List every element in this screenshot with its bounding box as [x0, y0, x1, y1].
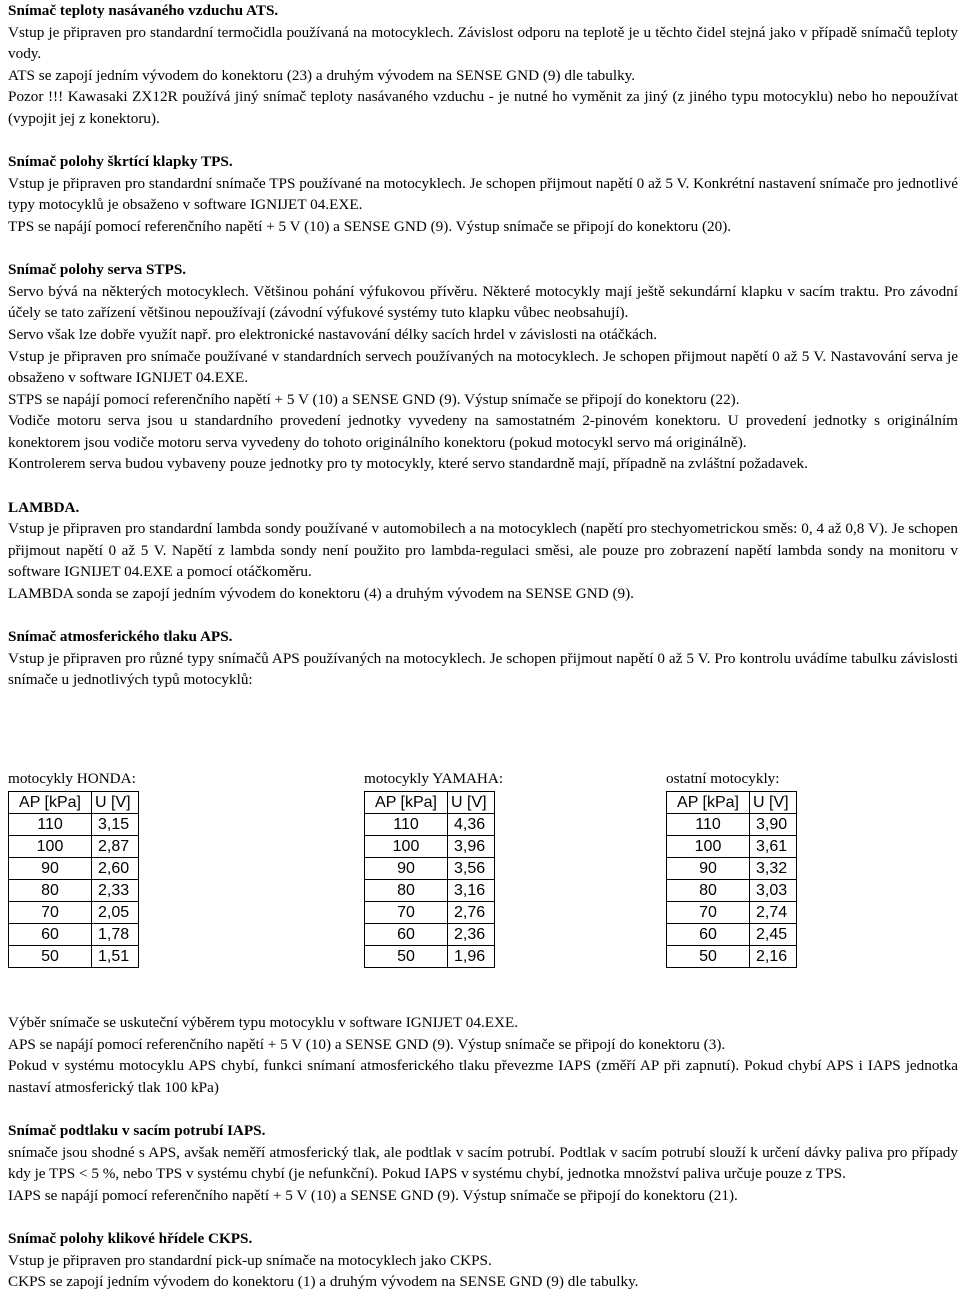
ats-warning: Pozor !!! Kawasaki ZX12R používá jiný snímač teploty nasávaného vzduchu - je nutné ho vyměnit za jiný (z jiného typu motocyklu) nebo ho nepoužívat (vypojit jej z konektoru).	[8, 88, 958, 127]
table-row	[9, 814, 139, 836]
lambda-paragraph-1: Vstup je připraven pro standardní lambda sondy používané v automobilech a na motocyklech (napětí pro stechyometrickou směs: 0, 4 až 0,8 V). Je schopen přijmout napětí 0 až 5 V. Napětí z lambda sondy není použito pro lambda-regulaci směsi, ale pouze pro zobrazení napětí lambda sondy na monitoru v software IGNIJET 04.EXE a pomocí otáčkoměru.	[8, 520, 958, 581]
table-row	[365, 858, 495, 880]
u-cell: 3,32	[750, 858, 797, 880]
table-row	[9, 946, 139, 968]
iaps-heading: Snímač podtlaku v sacím potrubí IAPS.	[8, 1121, 266, 1139]
table-row	[667, 858, 797, 880]
u-cell: 3,03	[750, 880, 797, 902]
table-row	[365, 924, 495, 946]
ap-cell: 100	[365, 836, 448, 858]
table-row	[365, 836, 495, 858]
u-cell: 2,87	[92, 836, 139, 858]
ap-cell: 70	[9, 902, 92, 924]
tps-paragraph-1: Vstup je připraven pro standardní snímače TPS používané na motocyklech. Je schopen přijmout napětí 0 až 5 V. Konkrétní nastavení snímače pro jednotlivé typy motocyklů je obsaženo v software IGNIJET 04.EXE.	[8, 174, 958, 214]
u-cell: 1,78	[92, 924, 139, 946]
table-row	[667, 924, 797, 946]
u-cell: 2,05	[92, 902, 139, 924]
lambda-paragraph-2: LAMBDA sonda se zapojí jedním vývodem do konektoru (4) a druhým vývodem na SENSE GND (9).	[8, 585, 634, 603]
u-cell: 2,60	[92, 858, 139, 880]
table-row	[667, 814, 797, 836]
ckps-paragraph-2: CKPS se zapojí jedním vývodem do konektoru (1) a druhým vývodem na SENSE GND (9) dle tabulky.	[8, 1273, 639, 1291]
table-row	[9, 858, 139, 880]
aps-wiring-note: APS se napájí pomocí referenčního napětí + 5 V (10) a SENSE GND (9). Výstup snímače se připojí do konektoru (3).	[8, 1035, 726, 1053]
ckps-paragraph-1: Vstup je připraven pro standardní pick-up snímače na motocyklech jako CKPS.	[8, 1251, 492, 1269]
ats-heading: Snímač teploty nasávaného vzduchu ATS.	[8, 2, 279, 19]
upper-text	[8, 0, 958, 691]
table-row	[9, 924, 139, 946]
ats-paragraph-2: ATS se zapojí jedním vývodem do konektoru (23) a druhým vývodem na SENSE GND (9) dle tabulky.	[8, 66, 636, 84]
lower-text	[8, 1012, 958, 1293]
u-cell: 3,16	[448, 880, 495, 902]
iaps-paragraph-2: IAPS se napájí pomocí referenčního napětí + 5 V (10) a SENSE GND (9). Výstup snímače se připojí do konektoru (21).	[8, 1186, 738, 1204]
u-cell: 2,74	[750, 902, 797, 924]
ap-cell: 80	[667, 880, 750, 902]
table-header-ap: AP [kPa]	[9, 792, 92, 814]
ap-cell: 90	[9, 858, 92, 880]
u-cell: 2,36	[448, 924, 495, 946]
table-row	[9, 836, 139, 858]
ap-cell: 90	[667, 858, 750, 880]
table-yamaha	[364, 791, 495, 968]
stps-heading: Snímač polohy serva STPS.	[8, 261, 187, 279]
aps-tables	[0, 769, 960, 975]
ap-cell: 100	[9, 836, 92, 858]
u-cell: 2,45	[750, 924, 797, 946]
stps-paragraph-1: Servo bývá na některých motocyklech. Většinou pohání výfukovou přívěru. Některé motocykly mají ještě sekundární klapku v sacím traktu. Pro závodní účely se tato zařízení většinou nepoužívají (závodní výfukové systémy tuto klapku vůbec neobsahují).	[8, 282, 958, 322]
u-cell: 3,96	[448, 836, 495, 858]
table-row	[667, 902, 797, 924]
stps-paragraph-6: Kontrolerem serva budou vybaveny pouze jednotky pro ty motocykly, které servo standardně mají, případně na zvláštní požadavek.	[8, 455, 808, 473]
table-row	[667, 836, 797, 858]
u-cell: 1,51	[92, 946, 139, 968]
iaps-paragraph-1: snímače jsou shodné s APS, avšak neměří atmosferický tlak, ale podtlak v sacím potrubí. Podtlak v sacím potrubí slouží k určení dávky paliva pro případy kdy je TPS < 5 %, nebo TPS v systému chybí (je nefunkční). Pokud IAPS v systému chybí, jednotka množství paliva určuje pouze z TPS.	[8, 1143, 958, 1183]
table-row	[667, 880, 797, 902]
table-row	[365, 880, 495, 902]
ap-cell: 60	[365, 924, 448, 946]
ap-cell: 50	[365, 946, 448, 968]
u-cell: 2,16	[750, 946, 797, 968]
u-cell: 3,15	[92, 814, 139, 836]
table-header-u: U [V]	[92, 792, 139, 814]
lambda-heading: LAMBDA.	[8, 498, 80, 516]
table-row	[365, 946, 495, 968]
table-yamaha-block	[364, 769, 503, 968]
aps-selection-note: Výběr snímače se uskuteční výběrem typu motocyklu v software IGNIJET 04.EXE.	[8, 1014, 519, 1031]
ap-cell: 70	[365, 902, 448, 924]
table-row	[667, 946, 797, 968]
u-cell: 4,36	[448, 814, 495, 836]
u-cell: 2,76	[448, 902, 495, 924]
ats-paragraph-1: Vstup je připraven pro standardní termočidla používaná na motocyklech. Závislost odporu na teplotě je u těchto čidel stejná jako v případě snímačů teploty vody.	[8, 23, 958, 63]
table-row	[9, 902, 139, 924]
ap-cell: 110	[9, 814, 92, 836]
ap-cell: 80	[365, 880, 448, 902]
ap-cell: 110	[667, 814, 750, 836]
stps-paragraph-4: STPS se napájí pomocí referenčního napětí + 5 V (10) a SENSE GND (9). Výstup snímače se připojí do konektoru (22).	[8, 390, 740, 408]
table-header-u: U [V]	[750, 792, 797, 814]
tps-paragraph-2: TPS se napájí pomocí referenčního napětí + 5 V (10) a SENSE GND (9). Výstup snímače se připojí do konektoru (20).	[8, 217, 732, 235]
u-cell: 2,33	[92, 880, 139, 902]
stps-paragraph-5: Vodiče motoru serva jsou u standardního provedení jednotky vyvedeny na samostatném 2-pinovém konektoru. U provedení jednotky s originálním konektorem jsou vodiče motoru serva vyvedeny do tohoto originálního konektoru (pokud motocykl servo má originálně).	[8, 412, 958, 451]
u-cell: 3,90	[750, 814, 797, 836]
table-row	[9, 880, 139, 902]
tps-heading: Snímač polohy škrtící klapky TPS.	[8, 153, 233, 171]
table-row	[365, 814, 495, 836]
table-other-block	[666, 769, 797, 968]
ap-cell: 50	[9, 946, 92, 968]
ap-cell: 90	[365, 858, 448, 880]
ap-cell: 110	[365, 814, 448, 836]
ap-cell: 60	[667, 924, 750, 946]
table-honda-block	[8, 769, 139, 968]
ap-cell: 50	[667, 946, 750, 968]
u-cell: 1,96	[448, 946, 495, 968]
table-honda	[8, 791, 139, 968]
aps-heading: Snímač atmosferického tlaku APS.	[8, 628, 233, 646]
table-header-ap: AP [kPa]	[667, 792, 750, 814]
table-header-ap: AP [kPa]	[365, 792, 448, 814]
ap-cell: 100	[667, 836, 750, 858]
stps-paragraph-2: Servo však lze dobře využít např. pro elektronické nastavování délky sacích hrdel v závislosti na otáčkách.	[8, 325, 658, 343]
ap-cell: 70	[667, 902, 750, 924]
table-other	[666, 791, 797, 968]
u-cell: 3,61	[750, 836, 797, 858]
ap-cell: 60	[9, 924, 92, 946]
table-header-u: U [V]	[448, 792, 495, 814]
u-cell: 3,56	[448, 858, 495, 880]
aps-fallback-note: Pokud v systému motocyklu APS chybí, funkci snímaní atmosferického tlaku převezme IAPS (změří AP při zapnutí). Pokud chybí APS i IAPS jednotka nastaví atmosferický tlak 100 kPa)	[8, 1057, 958, 1096]
table-yamaha-caption: motocykly YAMAHA:	[364, 770, 504, 787]
ap-cell: 80	[9, 880, 92, 902]
table-row	[365, 902, 495, 924]
table-honda-caption: motocykly HONDA:	[8, 770, 136, 787]
ckps-heading: Snímač polohy klikové hřídele CKPS.	[8, 1229, 253, 1247]
table-other-caption: ostatní motocykly:	[666, 770, 780, 787]
aps-paragraph-1: Vstup je připraven pro různé typy snímačů APS používaných na motocyklech. Je schopen přijmout napětí 0 až 5 V. Pro kontrolu uvádíme tabulku závislosti snímače u jednotlivých typů motocyklů:	[8, 649, 958, 689]
stps-paragraph-3: Vstup je připraven pro snímače používané v standardních servech používaných na motocyklech. Je schopen přijmout napětí 0 až 5 V. Nastavování serva je obsaženo v software IGNIJET 04.EXE.	[8, 347, 958, 387]
